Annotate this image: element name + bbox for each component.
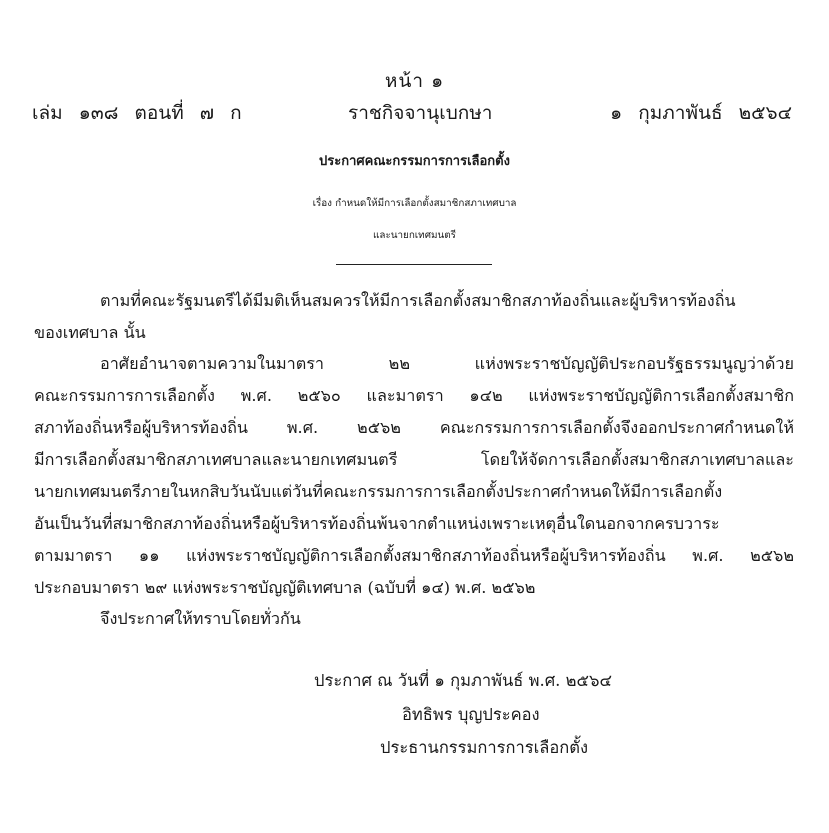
paragraph-2-line-8: ประกอบมาตรา ๒๙ แห่งพระราชบัญญัติเทศบาล (ฉบับที่ ๑๔) พ.ศ. ๒๕๖๒ — [34, 578, 536, 597]
paragraph-2-line-1: อาศัยอำนาจตามความในมาตรา ๒๒ แห่งพระราชบัญญัติประกอบรัฐธรรมนูญว่าด้วย — [100, 354, 794, 373]
announcement-subject: เรื่อง กำหนดให้มีการเลือกตั้งสมาชิกสภาเทศบาล — [312, 198, 517, 209]
title-divider — [336, 264, 492, 265]
paragraph-2-line-2: คณะกรรมการการเลือกตั้ง พ.ศ. ๒๕๖๐ และมาตรา ๑๔๒ แห่งพระราชบัญญัติการเลือกตั้งสมาชิก — [34, 386, 794, 405]
signer-position: ประธานกรรมการการเลือกตั้ง — [380, 738, 589, 757]
part-section: ก — [230, 102, 242, 124]
paragraph-2-line-7: ตามมาตรา ๑๑ แห่งพระราชบัญญัติการเลือกตั้งสมาชิกสภาท้องถิ่นหรือผู้บริหารท้องถิ่น พ.ศ. ๒๕๖๒ — [34, 546, 794, 565]
paragraph-1-line-1: ตามที่คณะรัฐมนตรีได้มีมติเห็นสมควรให้มีการเลือกตั้งสมาชิกสภาท้องถิ่นและผู้บริหารท้องถิ่น — [100, 291, 736, 310]
announced-date: ประกาศ ณ วันที่ ๑ กุมภาพันธ์ พ.ศ. ๒๕๖๔ — [314, 671, 612, 690]
volume-info — [32, 98, 252, 128]
part-number: ๗ — [199, 102, 215, 124]
paragraph-3-line-1: จึงประกาศให้ทราบโดยทั่วกัน — [100, 609, 301, 628]
part-label: ตอนที่ — [134, 102, 184, 124]
announcement-title: ประกาศคณะกรรมการการเลือกตั้ง — [319, 154, 510, 169]
gazette-header — [32, 98, 792, 124]
paragraph-2-line-4: มีการเลือกตั้งสมาชิกสภาเทศบาลและนายกเทศมนตรี โดยให้จัดการเลือกตั้งสมาชิกสภาเทศบาลและ — [34, 450, 794, 469]
paragraph-2-line-5: นายกเทศมนตรีภายในหกสิบวันนับแต่วันที่คณะกรรมการการเลือกตั้งประกาศกำหนดให้มีการเลือกตั้ง — [34, 482, 723, 501]
publication-date — [610, 98, 792, 128]
date-year: ๒๕๖๔ — [738, 102, 792, 124]
paragraph-2-line-6: อันเป็นวันที่สมาชิกสภาท้องถิ่นหรือผู้บริหารท้องถิ่นพ้นจากตำแหน่งเพราะเหตุอื่นใดนอกจากครบวาระ — [34, 514, 720, 533]
signer-name: อิทธิพร บุญประคอง — [402, 705, 540, 724]
volume-number: ๑๓๘ — [78, 102, 119, 124]
page-number: หน้า ๑ — [384, 70, 445, 92]
date-month: กุมภาพันธ์ — [638, 102, 723, 124]
paragraph-1-line-2: ของเทศบาล นั้น — [34, 323, 146, 342]
paragraph-2-line-3: สภาท้องถิ่นหรือผู้บริหารท้องถิ่น พ.ศ. ๒๕๖๒ คณะกรรมการการเลือกตั้งจึงออกประกาศกำหนดให้ — [34, 418, 794, 437]
announcement-subject-continued: และนายกเทศมนตรี — [373, 230, 456, 241]
publication-name: ราชกิจจานุเบกษา — [348, 102, 493, 124]
volume-label: เล่ม — [32, 102, 63, 124]
date-day: ๑ — [610, 102, 623, 124]
